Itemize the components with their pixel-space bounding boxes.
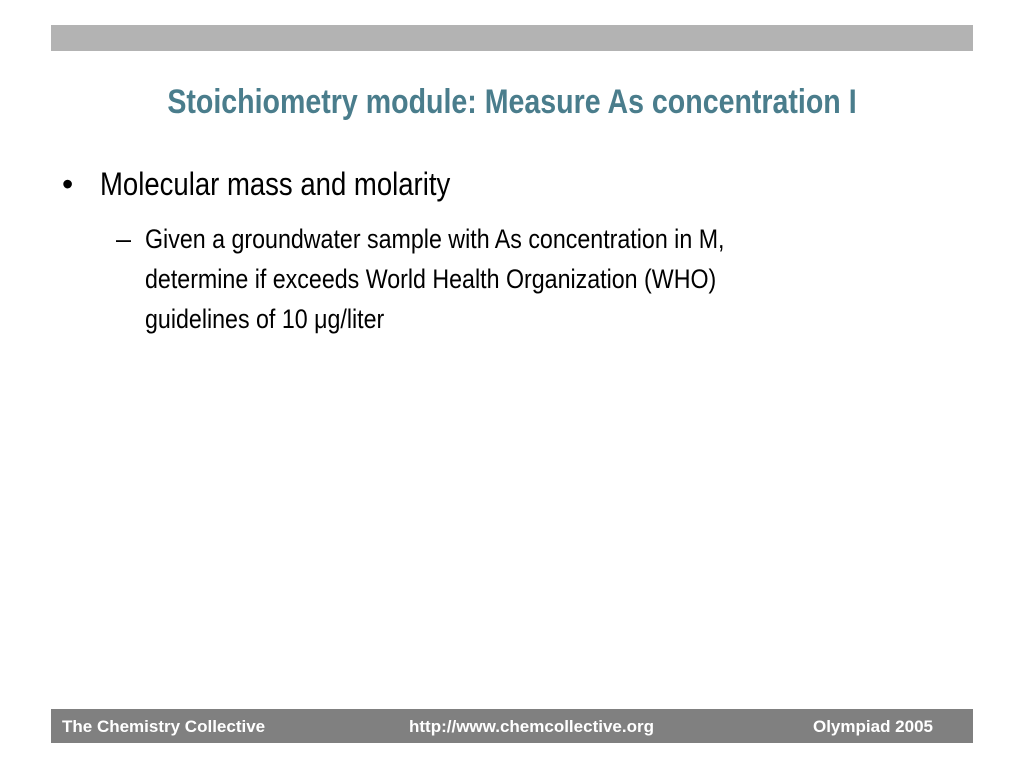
footer-url[interactable]: http://www.chemcollective.org	[409, 717, 654, 736]
header-bar	[51, 25, 973, 51]
sub-bullet-line-2: determine if exceeds World Health Organization (WHO)	[145, 264, 717, 294]
sub-bullet-line-3: guidelines of 10 μg/liter	[145, 304, 385, 334]
slide-title: Stoichiometry module: Measure As concentration I	[167, 83, 857, 121]
bullet-marker: •	[62, 166, 74, 202]
sub-bullet-item	[145, 219, 905, 339]
bullet-item	[100, 163, 960, 205]
footer-event: Olympiad 2005	[812, 717, 933, 736]
footer-bar	[51, 709, 973, 743]
sub-bullet-line-1: Given a groundwater sample with As concentration in M,	[145, 224, 725, 254]
footer-organization: The Chemistry Collective	[62, 717, 266, 736]
sub-bullet-marker: –	[116, 224, 132, 254]
bullet-text: Molecular mass and molarity	[100, 166, 451, 202]
